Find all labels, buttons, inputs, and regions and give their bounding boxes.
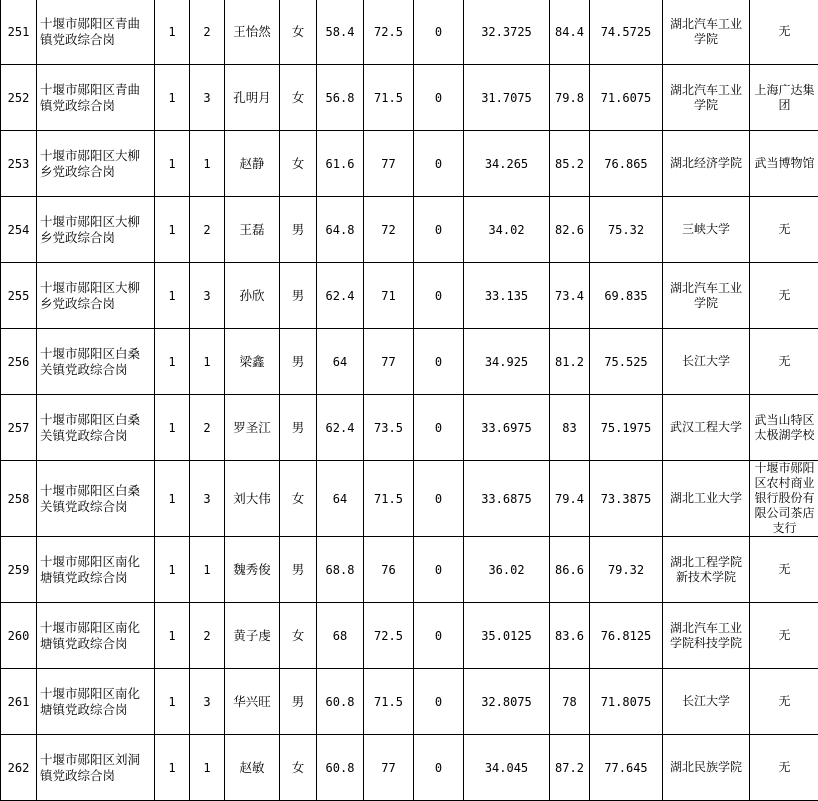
written-score-cell: 68.8 bbox=[317, 537, 364, 603]
bonus-cell: 0 bbox=[414, 735, 464, 801]
gender-cell: 男 bbox=[280, 537, 317, 603]
rank-cell: 2 bbox=[190, 395, 225, 461]
row-number: 262 bbox=[1, 735, 37, 801]
table-row bbox=[1, 461, 818, 537]
written-score-cell: 68 bbox=[317, 603, 364, 669]
row-number: 260 bbox=[1, 603, 37, 669]
school-cell: 武汉工程大学 bbox=[663, 395, 750, 461]
row-number: 252 bbox=[1, 65, 37, 131]
name-cell: 赵敏 bbox=[225, 735, 280, 801]
hire-count-cell: 1 bbox=[155, 0, 190, 65]
interview-score-cell: 77 bbox=[364, 131, 414, 197]
rank-cell: 2 bbox=[190, 197, 225, 263]
bonus-cell: 0 bbox=[414, 0, 464, 65]
bonus-cell: 0 bbox=[414, 603, 464, 669]
bonus-cell: 0 bbox=[414, 329, 464, 395]
interview-score-cell: 71.5 bbox=[364, 65, 414, 131]
position-cell: 十堰市郧阳区青曲镇党政综合岗 bbox=[37, 0, 155, 65]
name-cell: 王怡然 bbox=[225, 0, 280, 65]
written-score-cell: 64 bbox=[317, 329, 364, 395]
employer-cell: 无 bbox=[750, 0, 818, 65]
test-score-cell: 84.4 bbox=[550, 0, 590, 65]
written-score-cell: 64 bbox=[317, 461, 364, 537]
gender-cell: 男 bbox=[280, 197, 317, 263]
bonus-cell: 0 bbox=[414, 197, 464, 263]
employer-cell: 无 bbox=[750, 329, 818, 395]
interview-score-cell: 72 bbox=[364, 197, 414, 263]
hire-count-cell: 1 bbox=[155, 669, 190, 735]
total-score-cell: 69.835 bbox=[590, 263, 663, 329]
written-score-cell: 64.8 bbox=[317, 197, 364, 263]
total-score-cell: 73.3875 bbox=[590, 461, 663, 537]
weighted-score-cell: 35.0125 bbox=[464, 603, 550, 669]
bonus-cell: 0 bbox=[414, 395, 464, 461]
test-score-cell: 81.2 bbox=[550, 329, 590, 395]
school-cell: 长江大学 bbox=[663, 669, 750, 735]
rank-cell: 3 bbox=[190, 461, 225, 537]
name-cell: 孙欣 bbox=[225, 263, 280, 329]
row-number: 256 bbox=[1, 329, 37, 395]
position-cell: 十堰市郧阳区青曲镇党政综合岗 bbox=[37, 65, 155, 131]
weighted-score-cell: 34.02 bbox=[464, 197, 550, 263]
position-cell: 十堰市郧阳区白桑关镇党政综合岗 bbox=[37, 329, 155, 395]
table-row bbox=[1, 669, 818, 735]
school-cell: 湖北汽车工业学院 bbox=[663, 65, 750, 131]
table-row bbox=[1, 537, 818, 603]
bonus-cell: 0 bbox=[414, 131, 464, 197]
test-score-cell: 78 bbox=[550, 669, 590, 735]
rank-cell: 1 bbox=[190, 735, 225, 801]
row-number: 261 bbox=[1, 669, 37, 735]
table-row bbox=[1, 0, 818, 65]
employer-cell: 上海广达集团 bbox=[750, 65, 818, 131]
hire-count-cell: 1 bbox=[155, 197, 190, 263]
written-score-cell: 58.4 bbox=[317, 0, 364, 65]
row-number: 259 bbox=[1, 537, 37, 603]
total-score-cell: 75.32 bbox=[590, 197, 663, 263]
name-cell: 罗圣江 bbox=[225, 395, 280, 461]
rank-cell: 2 bbox=[190, 603, 225, 669]
test-score-cell: 82.6 bbox=[550, 197, 590, 263]
employer-cell: 无 bbox=[750, 603, 818, 669]
total-score-cell: 71.6075 bbox=[590, 65, 663, 131]
test-score-cell: 87.2 bbox=[550, 735, 590, 801]
school-cell: 湖北汽车工业学院科技学院 bbox=[663, 603, 750, 669]
hire-count-cell: 1 bbox=[155, 461, 190, 537]
name-cell: 魏秀俊 bbox=[225, 537, 280, 603]
school-cell: 湖北工业大学 bbox=[663, 461, 750, 537]
test-score-cell: 83 bbox=[550, 395, 590, 461]
employer-cell: 武当博物馆 bbox=[750, 131, 818, 197]
row-number: 257 bbox=[1, 395, 37, 461]
rank-cell: 3 bbox=[190, 669, 225, 735]
row-number: 253 bbox=[1, 131, 37, 197]
employer-cell: 无 bbox=[750, 263, 818, 329]
hire-count-cell: 1 bbox=[155, 603, 190, 669]
test-score-cell: 86.6 bbox=[550, 537, 590, 603]
position-cell: 十堰市郧阳区南化塘镇党政综合岗 bbox=[37, 537, 155, 603]
weighted-score-cell: 33.6975 bbox=[464, 395, 550, 461]
gender-cell: 女 bbox=[280, 603, 317, 669]
table-row bbox=[1, 329, 818, 395]
gender-cell: 男 bbox=[280, 395, 317, 461]
weighted-score-cell: 32.3725 bbox=[464, 0, 550, 65]
gender-cell: 男 bbox=[280, 329, 317, 395]
table-row bbox=[1, 603, 818, 669]
school-cell: 湖北工程学院新技术学院 bbox=[663, 537, 750, 603]
hire-count-cell: 1 bbox=[155, 263, 190, 329]
school-cell: 湖北经济学院 bbox=[663, 131, 750, 197]
interview-score-cell: 71 bbox=[364, 263, 414, 329]
position-cell: 十堰市郧阳区白桑关镇党政综合岗 bbox=[37, 395, 155, 461]
bonus-cell: 0 bbox=[414, 461, 464, 537]
table-row bbox=[1, 65, 818, 131]
rank-cell: 2 bbox=[190, 0, 225, 65]
position-cell: 十堰市郧阳区白桑关镇党政综合岗 bbox=[37, 461, 155, 537]
row-number: 254 bbox=[1, 197, 37, 263]
interview-score-cell: 71.5 bbox=[364, 461, 414, 537]
hire-count-cell: 1 bbox=[155, 537, 190, 603]
table-body bbox=[1, 0, 818, 801]
position-cell: 十堰市郧阳区南化塘镇党政综合岗 bbox=[37, 669, 155, 735]
position-cell: 十堰市郧阳区大柳乡党政综合岗 bbox=[37, 197, 155, 263]
rank-cell: 3 bbox=[190, 263, 225, 329]
position-cell: 十堰市郧阳区南化塘镇党政综合岗 bbox=[37, 603, 155, 669]
test-score-cell: 85.2 bbox=[550, 131, 590, 197]
name-cell: 王磊 bbox=[225, 197, 280, 263]
weighted-score-cell: 34.265 bbox=[464, 131, 550, 197]
hire-count-cell: 1 bbox=[155, 395, 190, 461]
position-cell: 十堰市郧阳区大柳乡党政综合岗 bbox=[37, 263, 155, 329]
bonus-cell: 0 bbox=[414, 537, 464, 603]
total-score-cell: 71.8075 bbox=[590, 669, 663, 735]
row-number: 258 bbox=[1, 461, 37, 537]
total-score-cell: 75.525 bbox=[590, 329, 663, 395]
employer-cell: 无 bbox=[750, 537, 818, 603]
gender-cell: 女 bbox=[280, 461, 317, 537]
rank-cell: 1 bbox=[190, 537, 225, 603]
gender-cell: 女 bbox=[280, 65, 317, 131]
table-row bbox=[1, 263, 818, 329]
weighted-score-cell: 33.6875 bbox=[464, 461, 550, 537]
position-cell: 十堰市郧阳区刘洞镇党政综合岗 bbox=[37, 735, 155, 801]
bonus-cell: 0 bbox=[414, 65, 464, 131]
bonus-cell: 0 bbox=[414, 263, 464, 329]
row-number: 251 bbox=[1, 0, 37, 65]
name-cell: 刘大伟 bbox=[225, 461, 280, 537]
gender-cell: 男 bbox=[280, 669, 317, 735]
employer-cell: 无 bbox=[750, 197, 818, 263]
interview-score-cell: 76 bbox=[364, 537, 414, 603]
interview-score-cell: 71.5 bbox=[364, 669, 414, 735]
interview-score-cell: 73.5 bbox=[364, 395, 414, 461]
interview-score-cell: 77 bbox=[364, 735, 414, 801]
written-score-cell: 60.8 bbox=[317, 735, 364, 801]
employer-cell: 武当山特区太极湖学校 bbox=[750, 395, 818, 461]
hire-count-cell: 1 bbox=[155, 65, 190, 131]
row-number: 255 bbox=[1, 263, 37, 329]
weighted-score-cell: 31.7075 bbox=[464, 65, 550, 131]
table-row bbox=[1, 131, 818, 197]
rank-cell: 1 bbox=[190, 329, 225, 395]
employer-cell: 十堰市郧阳区农村商业银行股份有限公司茶店支行 bbox=[750, 461, 818, 537]
name-cell: 华兴旺 bbox=[225, 669, 280, 735]
gender-cell: 女 bbox=[280, 735, 317, 801]
interview-score-cell: 77 bbox=[364, 329, 414, 395]
test-score-cell: 83.6 bbox=[550, 603, 590, 669]
written-score-cell: 62.4 bbox=[317, 395, 364, 461]
position-cell: 十堰市郧阳区大柳乡党政综合岗 bbox=[37, 131, 155, 197]
school-cell: 三峡大学 bbox=[663, 197, 750, 263]
weighted-score-cell: 36.02 bbox=[464, 537, 550, 603]
employer-cell: 无 bbox=[750, 669, 818, 735]
total-score-cell: 76.8125 bbox=[590, 603, 663, 669]
interview-score-cell: 72.5 bbox=[364, 0, 414, 65]
hire-count-cell: 1 bbox=[155, 329, 190, 395]
name-cell: 梁鑫 bbox=[225, 329, 280, 395]
weighted-score-cell: 34.925 bbox=[464, 329, 550, 395]
gender-cell: 男 bbox=[280, 263, 317, 329]
table-row bbox=[1, 197, 818, 263]
table-row bbox=[1, 395, 818, 461]
school-cell: 湖北汽车工业学院 bbox=[663, 0, 750, 65]
total-score-cell: 77.645 bbox=[590, 735, 663, 801]
test-score-cell: 73.4 bbox=[550, 263, 590, 329]
written-score-cell: 56.8 bbox=[317, 65, 364, 131]
school-cell: 长江大学 bbox=[663, 329, 750, 395]
total-score-cell: 74.5725 bbox=[590, 0, 663, 65]
school-cell: 湖北民族学院 bbox=[663, 735, 750, 801]
interview-score-cell: 72.5 bbox=[364, 603, 414, 669]
hire-count-cell: 1 bbox=[155, 735, 190, 801]
school-cell: 湖北汽车工业学院 bbox=[663, 263, 750, 329]
weighted-score-cell: 32.8075 bbox=[464, 669, 550, 735]
test-score-cell: 79.4 bbox=[550, 461, 590, 537]
name-cell: 黄子虔 bbox=[225, 603, 280, 669]
rank-cell: 1 bbox=[190, 131, 225, 197]
bonus-cell: 0 bbox=[414, 669, 464, 735]
table-row bbox=[1, 735, 818, 801]
total-score-cell: 79.32 bbox=[590, 537, 663, 603]
gender-cell: 女 bbox=[280, 131, 317, 197]
weighted-score-cell: 33.135 bbox=[464, 263, 550, 329]
total-score-cell: 75.1975 bbox=[590, 395, 663, 461]
written-score-cell: 60.8 bbox=[317, 669, 364, 735]
rank-cell: 3 bbox=[190, 65, 225, 131]
gender-cell: 女 bbox=[280, 0, 317, 65]
weighted-score-cell: 34.045 bbox=[464, 735, 550, 801]
written-score-cell: 62.4 bbox=[317, 263, 364, 329]
total-score-cell: 76.865 bbox=[590, 131, 663, 197]
employer-cell: 无 bbox=[750, 735, 818, 801]
written-score-cell: 61.6 bbox=[317, 131, 364, 197]
test-score-cell: 79.8 bbox=[550, 65, 590, 131]
name-cell: 赵静 bbox=[225, 131, 280, 197]
hire-count-cell: 1 bbox=[155, 131, 190, 197]
name-cell: 孔明月 bbox=[225, 65, 280, 131]
